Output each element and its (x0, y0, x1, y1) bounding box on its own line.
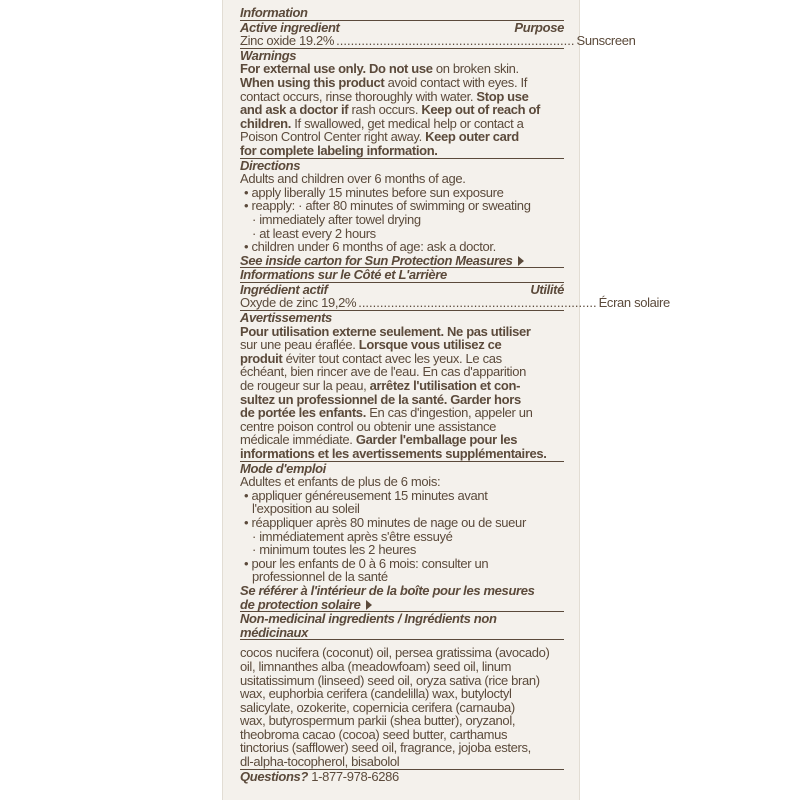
warning-line-fr: produit éviter tout contact avec les yeux. Le cas (240, 350, 502, 366)
warning-line-fr: sur une peau éraflée. Lorsque vous utilisez ce (240, 337, 502, 353)
direction-line-fr: professionnel de la santé (252, 569, 388, 585)
triangle-arrow-icon (518, 256, 524, 266)
section-title-en: Information (240, 6, 564, 21)
warnings-heading-en: Warnings (240, 47, 297, 63)
active-row-fr (240, 295, 670, 311)
warning-line-fr: Pour utilisation externe seulement. Ne pas utiliser (240, 323, 531, 339)
leader-dots: .................................................................. (358, 295, 597, 311)
ingredient-list (240, 646, 564, 769)
direction-line-fr: • réappliquer après 80 minutes de nage ou de sueur (244, 514, 526, 530)
questions-line (240, 770, 564, 784)
ingredient-line: theobroma cacao (cocoa) seed butter, carthamus (240, 726, 508, 742)
active-name: Zinc oxide 19.2% (240, 33, 335, 49)
active-heading-row-en (240, 21, 564, 35)
active-row-en (240, 33, 636, 49)
leader-dots: .................................................................. (336, 33, 575, 49)
ingredient-line: usitatissimum (linseed) seed oil, oryza sativa (rice bran) (240, 672, 540, 688)
direction-line: · immediately after towel drying (252, 211, 421, 227)
nonmed-heading-1: Non-medicinal ingredients / Ingrédients non (240, 611, 497, 627)
direction-line-fr: · minimum toutes les 2 heures (252, 542, 416, 558)
warning-line: for complete labeling information. (240, 144, 564, 159)
see-inside-en: See inside carton for Sun Protection Measures (240, 254, 564, 269)
drug-facts-label (240, 5, 670, 784)
ingredient-line: dl-alpha-tocopherol, bisabolol (240, 755, 564, 770)
ingredient-line: wax, butyrospermum parkii (shea butter), oryzanol, (240, 713, 516, 729)
ingredient-line: salicylate, ozokerite, copernicia cerifera (carnauba) (240, 699, 515, 715)
warning-line: children. If swallowed, get medical help or contact a (240, 115, 524, 131)
directions-heading-en: Directions (240, 157, 301, 173)
warning-line-fr: médicale immédiate. Garder l'emballage pour les (240, 432, 518, 448)
direction-line-fr: • pour les enfants de 0 à 6 mois: consulter un (244, 555, 489, 571)
warning-line-fr: informations et les avertissements supplémentaires. (240, 447, 564, 462)
warning-line-fr: de portée les enfants. En cas d'ingestion, appeler un (240, 405, 533, 421)
warning-line: and ask a doctor if rash occurs. Keep out of reach of (240, 102, 541, 118)
direction-line: • apply liberally 15 minutes before sun exposure (244, 184, 504, 200)
ingredient-line: tinctorius (safflower) seed oil, fragrance, jojoba esters, (240, 740, 531, 756)
warning-line: contact occurs, rinse thoroughly with water. Stop use (240, 88, 529, 104)
warning-line-fr: centre poison control ou obtenir une assistance (240, 418, 496, 434)
direction-line-fr: · immédiatement après s'être essuyé (252, 528, 453, 544)
ingredient-line: cocos nucifera (coconut) oil, persea gratissima (avocado) (240, 645, 550, 661)
ingredient-line: wax, euphorbia cerifera (candelilla) wax, butyloctyl (240, 686, 512, 702)
ingredient-line: oil, limnanthes alba (meadowfoam) seed oil, linum (240, 658, 512, 674)
purpose-heading-fr: Utilité (530, 281, 564, 297)
direction-line-fr: Adultes et enfants de plus de 6 mois: (240, 474, 441, 490)
warning-line-fr: sultez un professionnel de la santé. Garder hors (240, 391, 521, 407)
warning-line: When using this product avoid contact with eyes. If (240, 74, 527, 90)
questions-label: Questions? (240, 768, 309, 784)
see-inside-fr-2: de protection solaire (240, 598, 564, 613)
triangle-arrow-icon (366, 600, 372, 610)
warning-line: Poison Control Center right away. Keep outer card (240, 129, 519, 145)
active-name-fr: Oxyde de zinc 19,2% (240, 295, 357, 311)
direction-line: · at least every 2 hours (252, 225, 376, 241)
directions-heading-fr: Mode d'emploi (240, 460, 326, 476)
warning-line: For external use only. Do not use on broken skin. (240, 61, 519, 77)
active-heading-row-fr (240, 283, 564, 297)
direction-line: Adults and children over 6 months of age. (240, 171, 466, 187)
purpose-value: Sunscreen (576, 33, 636, 49)
section-title-fr: Informations sur le Côté et L'arrière (240, 268, 564, 283)
phone-number: 1-877-978-6286 (308, 768, 399, 784)
see-inside-fr-1: Se référer à l'intérieur de la boîte pour les mesures (240, 582, 535, 598)
warnings-heading-fr: Avertissements (240, 310, 332, 326)
direction-line: • children under 6 months of age: ask a doctor. (244, 239, 496, 255)
warning-line-fr: de rougeur sur la peau, arrêtez l'utilisation et con- (240, 378, 521, 394)
active-heading-fr: Ingrédient actif (240, 281, 328, 297)
active-heading: Active ingredient (240, 19, 340, 35)
warning-line-fr: échéant, bien rincer ave de l'eau. En cas d'apparition (240, 364, 526, 380)
direction-line-fr: l'exposition au soleil (252, 501, 360, 517)
purpose-heading: Purpose (514, 19, 564, 35)
direction-line-fr: • appliquer généreusement 15 minutes avant (244, 487, 488, 503)
direction-line: • reapply: · after 80 minutes of swimming or sweating (244, 198, 531, 214)
purpose-value-fr: Écran solaire (598, 295, 670, 311)
nonmed-heading-2: médicinaux (240, 626, 564, 641)
